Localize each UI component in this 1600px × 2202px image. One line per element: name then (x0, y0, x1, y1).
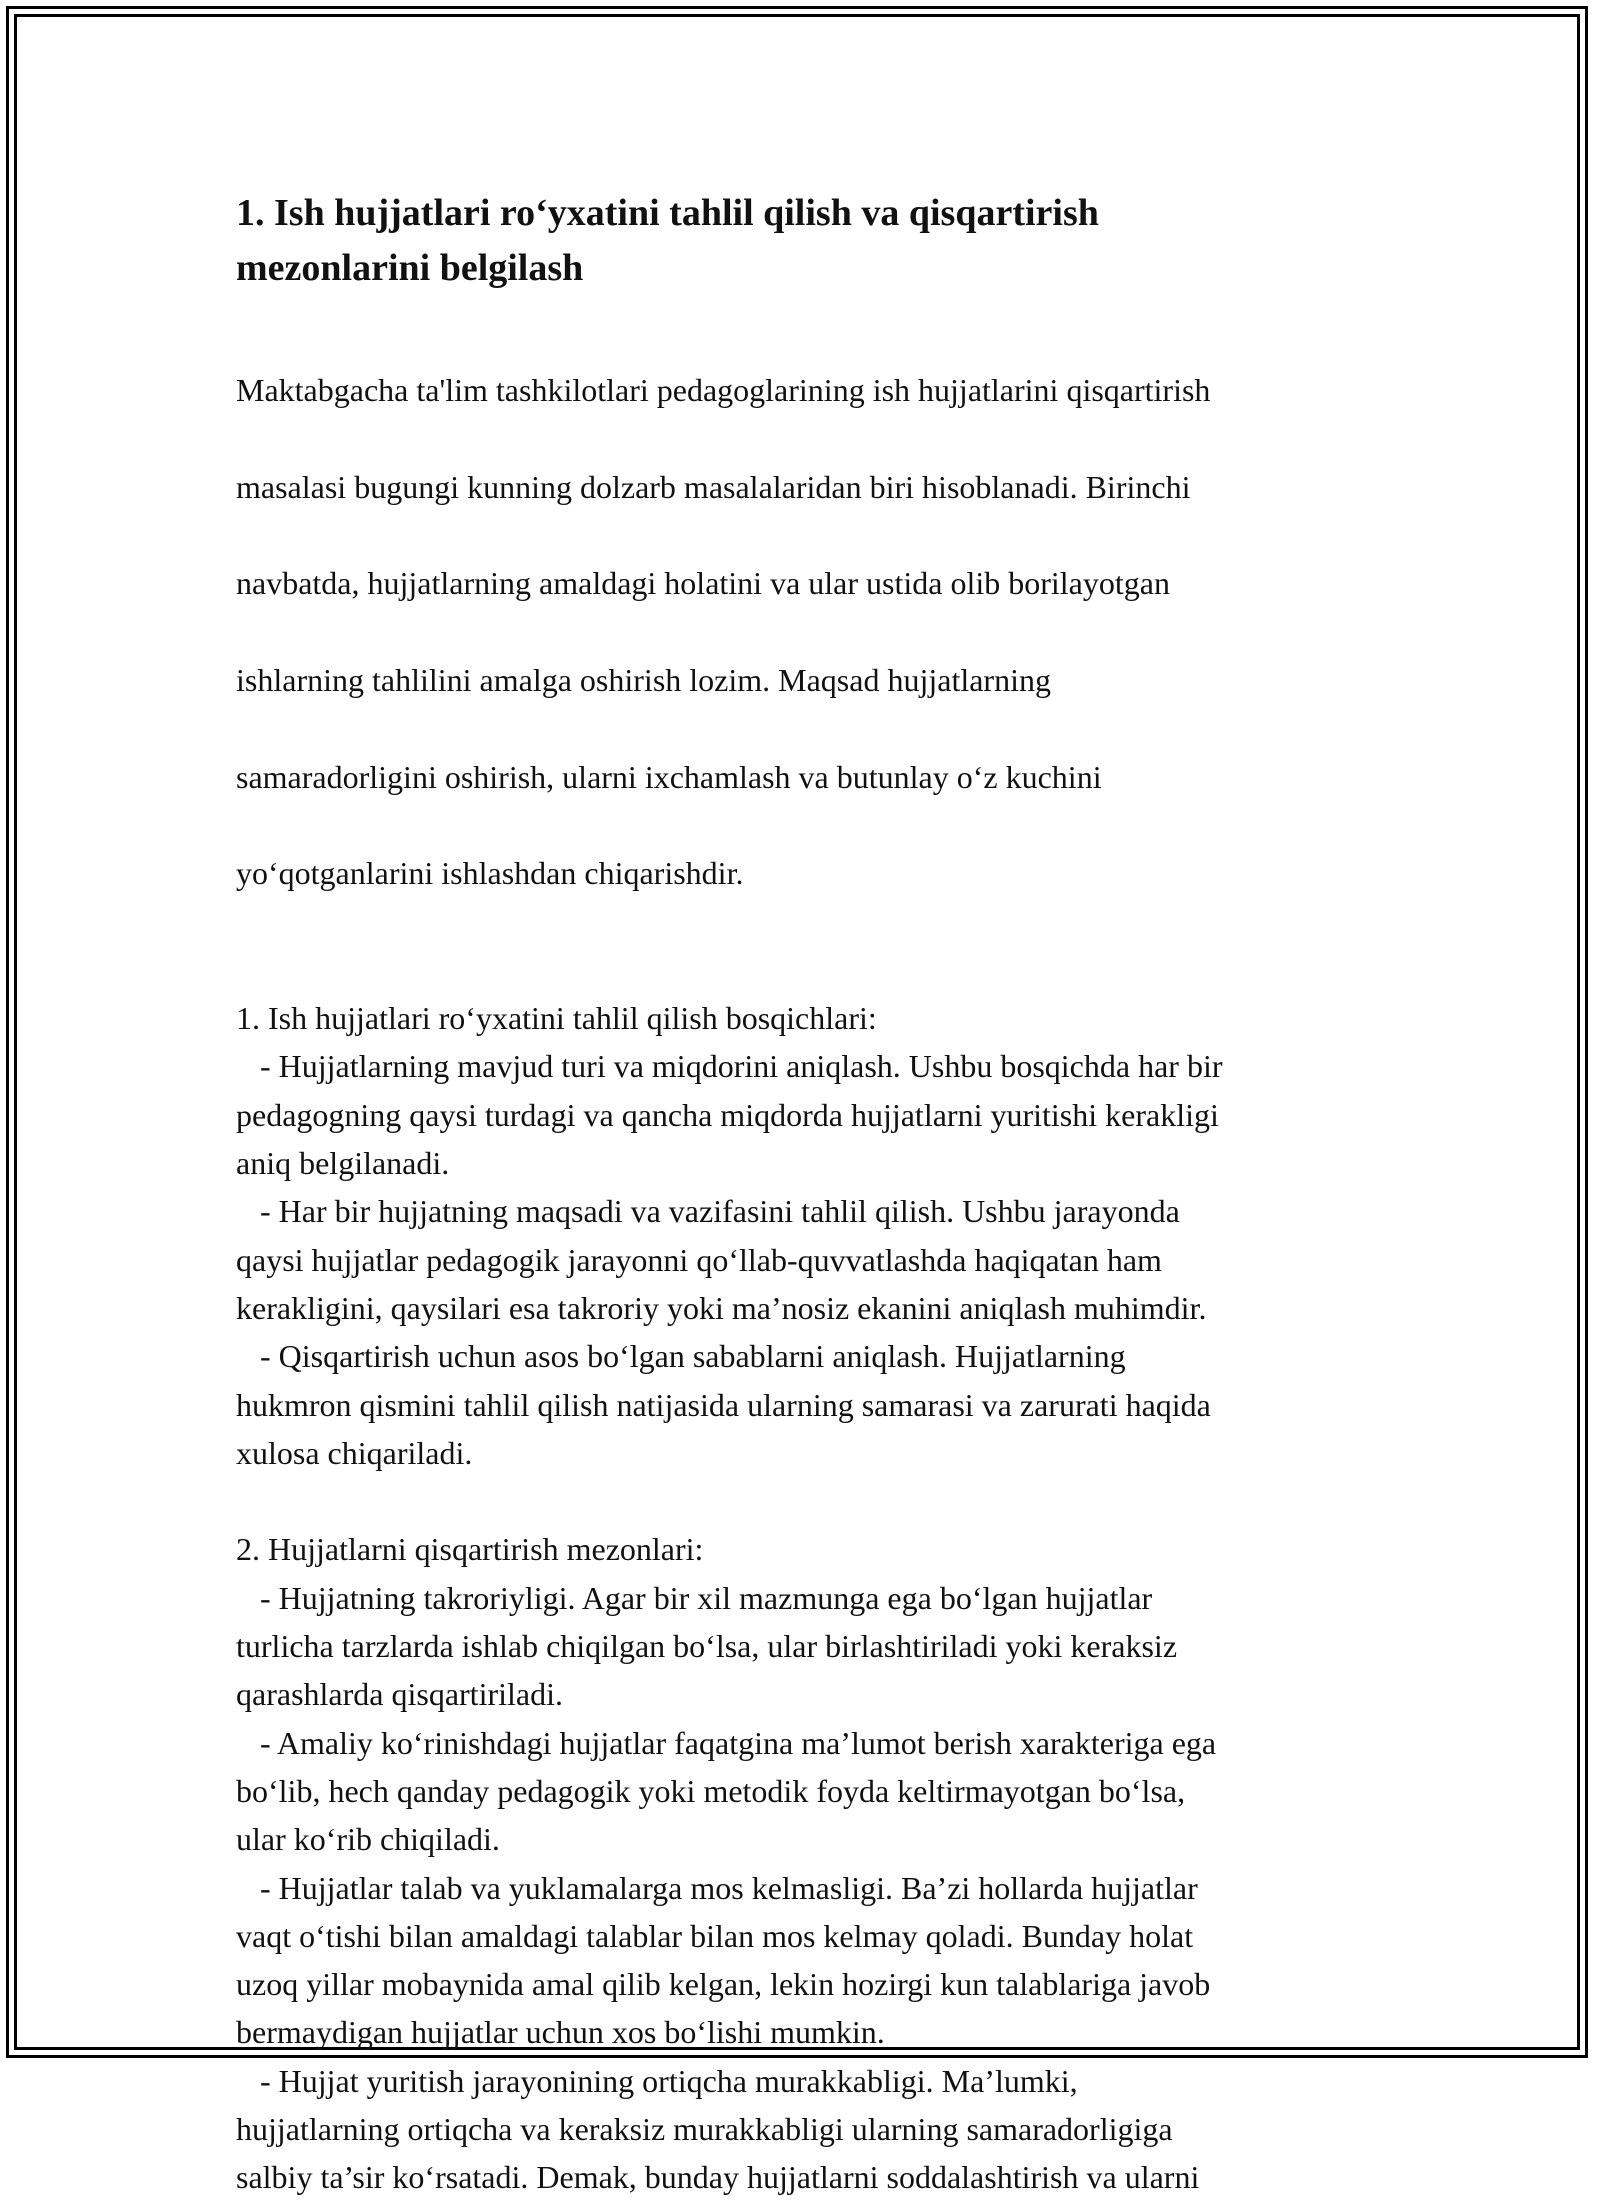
item-line: - Amaliy ko‘rinishdagi hujjatlar faqatgina ma’lumot berish xarakteriga ega (236, 1724, 1217, 1761)
heading-line-2: mezonlarini belgilash (236, 247, 584, 289)
item-line: ular ko‘rib chiqiladi. (236, 1821, 500, 1858)
intro-line: ishlarning tahlilini amalga oshirish lozim. Maqsad hujjatlarning (236, 662, 1051, 699)
section-2-title: 2. Hujjatlarni qisqartirish mezonlari: (236, 1531, 704, 1568)
section-2-item (236, 1574, 1376, 1719)
item-line: qaysi hujjatlar pedagogik jarayonni qo‘llab-quvvatlashda haqiqatan ham (236, 1241, 1162, 1278)
item-line: pedagogning qaysi turdagi va qancha miqdorda hujjatlarni yuritishi kerakligi (236, 1096, 1219, 1133)
section-1-title: 1. Ish hujjatlari ro‘yxatini tahlil qilish bosqichlari: (236, 1000, 877, 1037)
document-heading (236, 186, 1376, 296)
item-line: - Hujjat yuritish jarayonining ortiqcha murakkabligi. Ma’lumki, (236, 2062, 1078, 2099)
section-2-item (236, 2057, 1376, 2202)
blank-line (236, 1477, 1376, 1525)
intro-line: navbatda, hujjatlarning amaldagi holatini va ular ustida olib borilayotgan (236, 565, 1170, 602)
section-1-item (236, 1187, 1376, 1332)
item-line: - Qisqartirish uchun asos bo‘lgan sabablarni aniqlash. Hujjatlarning (236, 1338, 1126, 1375)
intro-line: masalasi bugungi kunning dolzarb masalalaridan biri hisoblanadi. Birinchi (236, 468, 1191, 505)
item-line: uzoq yillar mobaynida amal qilib kelgan, lekin hozirgi kun talablariga javob (236, 1966, 1211, 2003)
item-line: xulosa chiqariladi. (236, 1434, 473, 1471)
blank-line (236, 946, 1376, 994)
item-line: hukmron qismini tahlil qilish natijasida ularning samarasi va zarurati haqida (236, 1386, 1211, 1423)
item-line: - Hujjatning takroriyligi. Agar bir xil mazmunga ega bo‘lgan hujjatlar (236, 1579, 1153, 1616)
section-2-item (236, 1864, 1376, 2057)
item-line: kerakligini, qaysilari esa takroriy yoki ma’nosiz ekanini aniqlash muhimdir. (236, 1289, 1207, 1326)
section-1-item (236, 1332, 1376, 1477)
item-line: qarashlarda qisqartiriladi. (236, 1676, 563, 1713)
section-1-item (236, 1042, 1376, 1187)
item-line: aniq belgilanadi. (236, 1145, 450, 1182)
item-line: vaqt o‘tishi bilan amaldagi talablar bilan mos kelmay qoladi. Bunday holat (236, 1917, 1194, 1954)
section-2-item (236, 1719, 1376, 1864)
item-line: - Hujjatlar talab va yuklamalarga mos kelmasligi. Ba’zi hollarda hujjatlar (236, 1869, 1198, 1906)
item-line: salbiy ta’sir ko‘rsatadi. Demak, bunday hujjatlarni soddalashtirish va ularni (236, 2159, 1200, 2196)
section-2 (236, 1525, 1376, 2201)
document-body (236, 186, 1376, 2202)
item-line: - Har bir hujjatning maqsadi va vazifasini tahlil qilish. Ushbu jarayonda (236, 1193, 1180, 1230)
heading-line-1: 1. Ish hujjatlari ro‘yxatini tahlil qilish va qisqartirish (236, 192, 1099, 234)
item-line: bo‘lib, hech qanday pedagogik yoki metodik foyda keltirmayotgan bo‘lsa, (236, 1772, 1186, 1809)
intro-line: Maktabgacha ta'lim tashkilotlari pedagoglarining ish hujjatlarini qisqartirish (236, 372, 1211, 409)
section-1 (236, 994, 1376, 1477)
intro-paragraph (236, 318, 1376, 946)
item-line: turlicha tarzlarda ishlab chiqilgan bo‘lsa, ular birlashtiriladi yoki keraksiz (236, 1628, 1178, 1665)
item-line: hujjatlarning ortiqcha va keraksiz murakkabligi ularning samaradorligiga (236, 2110, 1173, 2147)
item-line: - Hujjatlarning mavjud turi va miqdorini aniqlash. Ushbu bosqichda har bir (236, 1048, 1223, 1085)
intro-line: samaradorligini oshirish, ularni ixchamlash va butunlay o‘z kuchini (236, 758, 1102, 795)
intro-line: yo‘qotganlarini ishlashdan chiqarishdir. (236, 855, 744, 892)
item-line: bermaydigan hujjatlar uchun xos bo‘lishi mumkin. (236, 2014, 885, 2051)
